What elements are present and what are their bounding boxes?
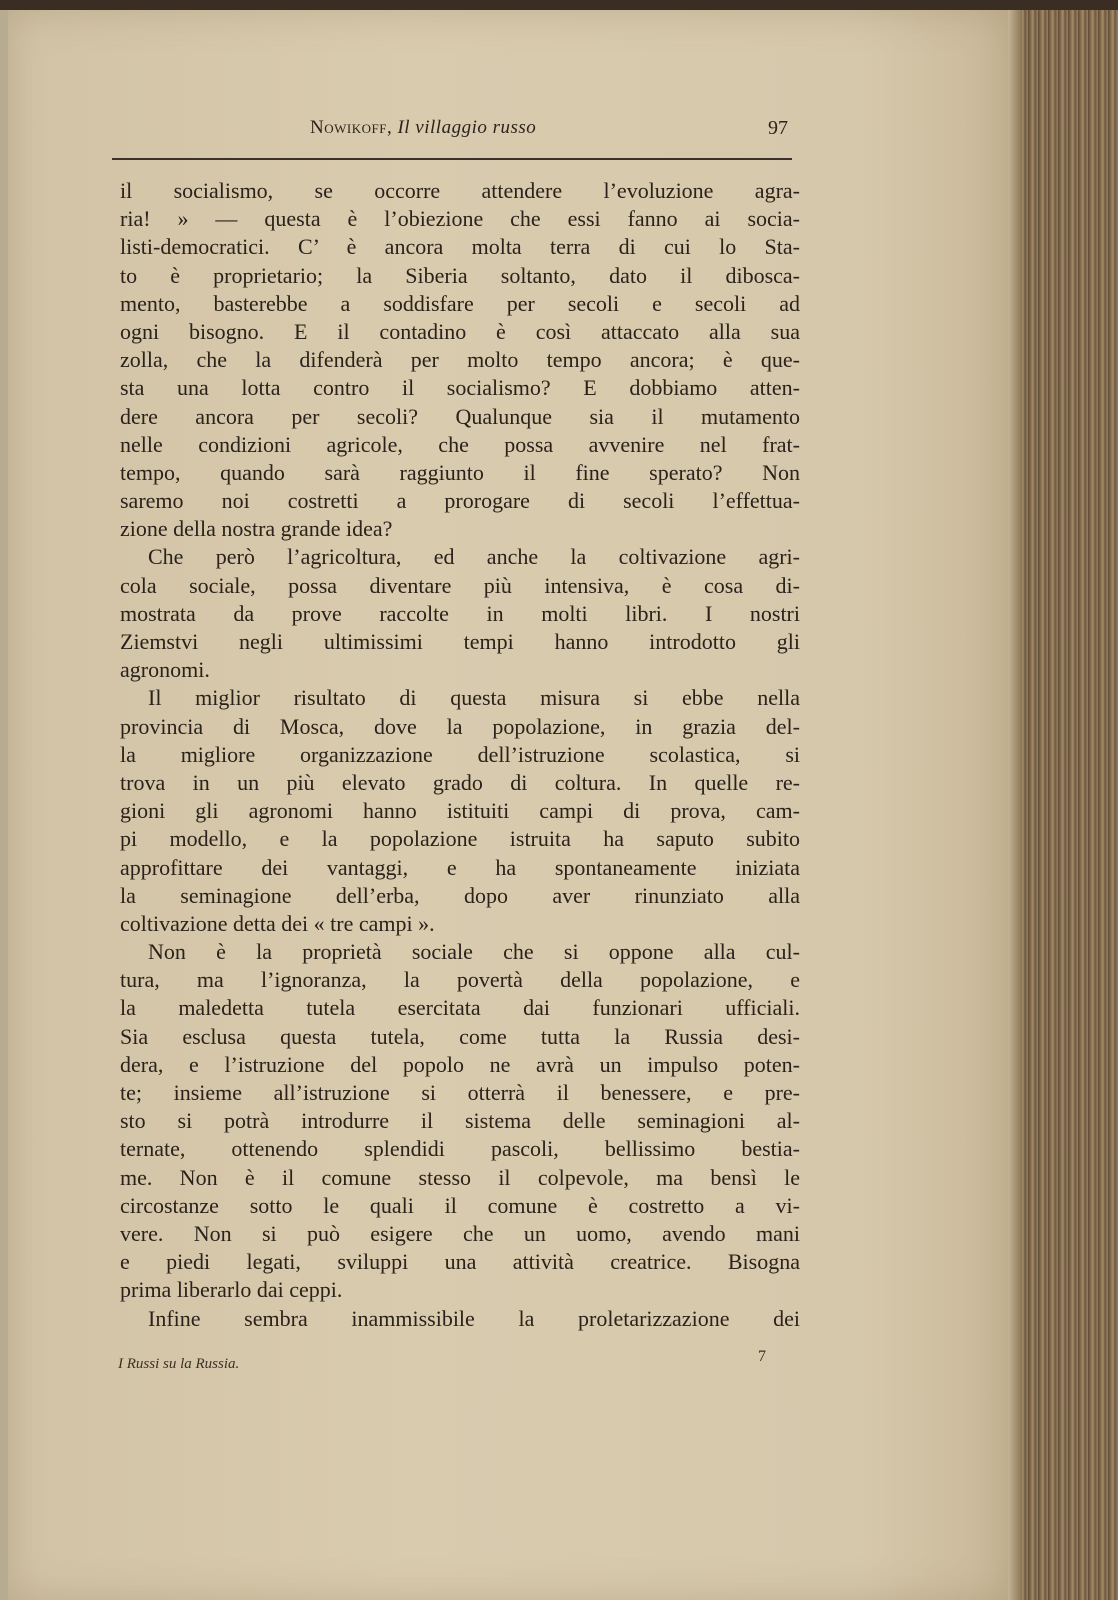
text-line: Infine sembra inammissibile la proletarizzazione dei [148, 1305, 800, 1331]
header-rule [112, 158, 792, 160]
text-line: mostrata da prove raccolte in molti libri. I nostri [120, 600, 800, 626]
text-line: la migliore organizzazione dell’istruzione scolastica, si [120, 741, 800, 767]
text-line: tempo, quando sarà raggiunto il fine sperato? Non [120, 459, 800, 485]
header-title: Il villaggio russo [397, 117, 537, 138]
text-line: sto si potrà introdurre il sistema delle seminagioni al- [120, 1108, 800, 1134]
text-line: tura, ma l’ignoranza, la povertà della popolazione, e [120, 967, 800, 993]
text-line: te; insieme all’istruzione si otterrà il benessere, e pre- [120, 1080, 800, 1105]
text-line: sta una lotta contro il socialismo? E dobbiamo atten- [120, 375, 800, 401]
book-fore-edge [1008, 10, 1118, 1600]
text-line: zione della nostra grande idea? [120, 516, 393, 542]
text-line: saremo noi costretti a prorogare di secoli l’effettua- [120, 488, 800, 514]
running-header [112, 117, 792, 147]
text-line: pi modello, e la popolazione istruita ha saputo subito [120, 826, 800, 852]
text-line: nelle condizioni agricole, che possa avvenire nel frat- [120, 431, 800, 457]
text-line: me. Non è il comune stesso il colpevole, ma bensì le [120, 1164, 800, 1190]
text-line: vere. Non si può esigere che un uomo, avendo mani [120, 1220, 800, 1246]
text-line: ternate, ottenendo splendidi pascoli, bellissimo bestia- [120, 1136, 800, 1162]
text-line: gioni gli agronomi hanno istituiti campi di prova, cam- [120, 798, 800, 824]
text-line: il socialismo, se occorre attendere l’evoluzione agra- [120, 178, 800, 203]
text-line: circostanze sotto le quali il comune è costretto a vi- [120, 1192, 800, 1218]
text-line: coltivazione detta dei « tre campi ». [120, 910, 435, 936]
text-line: approfittare dei vantaggi, e ha spontaneamente iniziata [120, 854, 800, 880]
text-line: dera, e l’istruzione del popolo ne avrà un impulso poten- [120, 1051, 800, 1077]
running-head [310, 117, 536, 139]
text-line: Ziemstvi negli ultimissimi tempi hanno introdotto gli [120, 629, 800, 654]
text-line: Che però l’agricoltura, ed anche la coltivazione agri- [148, 544, 800, 570]
text-line: ogni bisogno. E il contadino è così attaccato alla sua [120, 318, 800, 344]
text-line: Il miglior risultato di questa misura si ebbe nella [148, 685, 800, 711]
text-line: e piedi legati, sviluppi una attività creatrice. Bisogna [120, 1249, 800, 1275]
text-line: listi-democratici. C’ è ancora molta terra di cui lo Sta- [120, 234, 800, 260]
text-line: Sia esclusa questa tutela, come tutta la Russia desi- [120, 1023, 800, 1049]
footer-book-title: I Russi su la Russia. [118, 1356, 240, 1372]
text-line: trova in un più elevato grado di coltura. In quelle re- [120, 769, 800, 795]
text-line: agronomi. [120, 657, 210, 683]
text-line: to è proprietario; la Siberia soltanto, dato il dibosca- [120, 262, 800, 288]
text-line: dere ancora per secoli? Qualunque sia il mutamento [120, 403, 800, 429]
text-line: ria! » — questa è l’obiezione che essi fanno ai socia- [120, 206, 800, 232]
text-line: mento, basterebbe a soddisfare per secoli e secoli ad [120, 290, 800, 316]
text-line: la seminagione dell’erba, dopo aver rinunziato alla [120, 882, 800, 908]
header-author: Nowikoff, [310, 117, 393, 138]
text-line: prima liberarlo dai ceppi. [120, 1277, 343, 1303]
text-line: Non è la proprietà sociale che si oppone alla cul- [148, 939, 800, 965]
text-line: la maledetta tutela esercitata dai funzionari ufficiali. [120, 995, 800, 1021]
fore-edge-shading [1008, 10, 1022, 1600]
page-number: 97 [768, 117, 788, 139]
text-line: cola sociale, possa diventare più intensiva, è cosa di- [120, 572, 800, 598]
text-line: zolla, che la difenderà per molto tempo ancora; è que- [120, 347, 800, 373]
body-text [120, 177, 800, 1333]
book-top-edge [0, 0, 1118, 10]
signature-mark: 7 [758, 1348, 766, 1365]
text-line: provincia di Mosca, dove la popolazione, in grazia del- [120, 713, 800, 739]
